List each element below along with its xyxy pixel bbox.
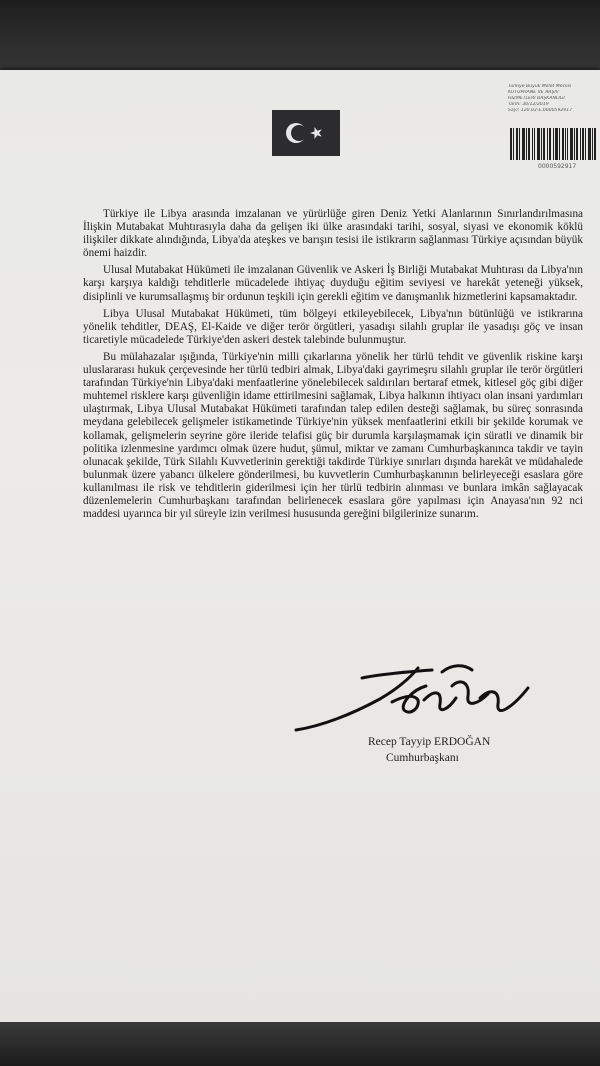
archive-line: HİZMETLERİ BAŞKANLIĞI: [508, 96, 565, 101]
handwritten-signature: [292, 660, 550, 740]
archive-line: KÜTÜPHANE VE ARŞİV: [508, 90, 559, 95]
turkish-flag-icon: [272, 110, 340, 156]
background-top: [0, 0, 600, 72]
paragraph: Libya Ulusal Mutabakat Hükümeti, tüm bölgeyi etkileyebilecek, Libya'nın bütünlüğü ve istikrarına yönelik tehditler, DEAŞ, El-Kaide ve diğer terör örgütleri, yasadışı silahlı gruplar ile yasadışı göç ve insan ticaretiyle mücadelede Türkiye'den askeri destek talebinde bulunmuştur.: [83, 307, 583, 346]
signatory-title: Cumhurbaşkanı: [386, 752, 459, 764]
paragraph: Türkiye ile Libya arasında imzalanan ve yürürlüğe giren Deniz Yetki Alanlarının Sınırlandırılmasına İlişkin Mutabakat Muhtırasıyla daha da gelişen iki ülke arasındaki tarihi, sosyal, siyasi ve ekonomik köklü ilişkiler dikkate alındığında, Libya'da ateşkes ve barışın tesisi ile istikrarın sağlanması Türkiye açısından büyük önemi haizdir.: [83, 208, 583, 260]
paragraph: Ulusal Mutabakat Hükümeti ile imzalanan Güvenlik ve Askeri İş Birliği Mutabakat Muhtırası da Libya'nın karşı karşıya kaldığı tehditlerle mücadelede ihtiyaç duyduğu eğitim seviyesi ve harekât yeteneği yüksek, disiplinli ve kurumsallaşmış bir ordunun teşkili için gerekli eğitim ve danışmanlık hizmetlerini kapsamaktadır.: [83, 264, 583, 303]
archive-line: Tarih: 30/12/2019: [508, 102, 549, 107]
archive-line: Sayı: 120.03-E.0000592917: [508, 108, 573, 113]
letter-body: [83, 208, 583, 525]
archive-line: Türkiye Büyük Millet Meclisi: [508, 84, 572, 89]
letter-page: [0, 70, 600, 1022]
signatory-name: Recep Tayyip ERDOĞAN: [368, 736, 491, 748]
archive-stamp: [508, 84, 596, 114]
barcode-number: 0000592917: [538, 163, 577, 170]
paragraph: Bu mülahazalar ışığında, Türkiye'nin milli çıkarlarına yönelik her türlü tehdit ve güvenlik riskine karşı uluslararası hukuk çerçevesinde her türlü tedbiri almak, Libya'daki gayrimeşru silahlı gruplar ile terör örgütleri tarafından Türkiye'nin Libya'daki menfaatlerine yönelebilecek saldırıları bertaraf etmek, kitlesel göç gibi diğer muhtemel risklere karşı güvenliğin idame ettirilmesini sağlamak, Libya halkının ihtiyacı olan insani yardımları ulaştırmak, Libya Ulusal Mutabakat Hükümeti tarafından talep edilen desteği sağlamak, bu süreç sonrasında meydana gelebilecek gelişmeler istikametinde Türkiye'nin yüksek menfaatlerini etkili bir şekilde korumak ve kollamak, gelişmelerin seyrine göre ileride telafisi güç bir durumla karşılaşmamak için süratli ve dinamik bir politika izlenmesine yardımcı olmak üzere hudut, şümul, miktar ve zamanı Cumhurbaşkanınca takdir ve tayin olunacak şekilde, Türk Silahlı Kuvvetlerinin gerektiği takdirde Türkiye sınırları dışında harekât ve müdahalede bulunmak üzere yabancı ülkelere gönderilmesi, bu kuvvetlerin Cumhurbaşkanının belirleyeceği esaslara göre kullanılması ile risk ve tehditlerin giderilmesi için her türlü tedbirin alınması ve bunlara imkân sağlayacak düzenlemelerin Cumhurbaşkanı tarafından belirlenecek esaslara göre yapılması için Anayasa'nın 92 nci maddesi uyarınca bir yıl süreyle izin verilmesi hususunda gereğini bilgilerinize sunarım.: [83, 350, 583, 521]
barcode-image: [510, 128, 596, 160]
background-bottom: [0, 1022, 600, 1066]
